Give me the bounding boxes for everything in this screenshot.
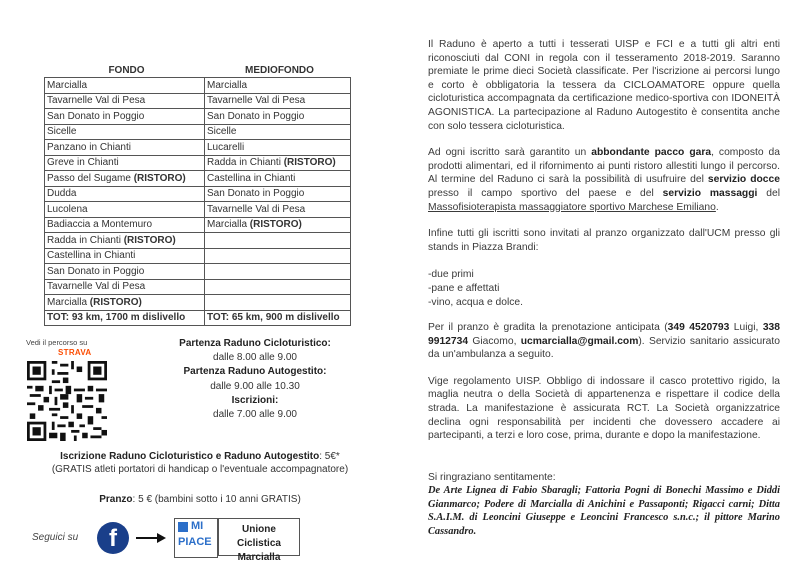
text-part: , composto da prodotti alimentari, ed il rifornimento ai punti ristoro allestiti lungo il percorso. Al termine del Raduno ci sarà la possibilità di usufruire del	[428, 147, 780, 186]
text-part: presso il campo sportivo del paese e del	[428, 187, 663, 199]
fondo-cell	[45, 155, 205, 171]
table-row	[45, 78, 351, 94]
routes-table	[44, 63, 351, 326]
table-row	[45, 155, 351, 171]
massaggiatore-link[interactable]: Massofisioterapista massaggiatore sportivo Marchese Emiliano	[428, 201, 716, 213]
fondo-cell	[45, 295, 205, 311]
mediofondo-cell	[205, 295, 351, 311]
fondo-cell	[45, 264, 205, 280]
mediofondo-cell	[205, 155, 351, 171]
fondo-cell	[45, 140, 205, 156]
prenotazione-paragraph	[428, 321, 780, 362]
strava-logo: STRAVA	[58, 348, 92, 357]
pacco-gara-paragraph	[428, 146, 780, 214]
like-badge[interactable]	[174, 518, 218, 558]
ucm-line1: Unione Ciclistica	[237, 524, 281, 549]
mediofondo-cell	[205, 264, 351, 280]
place-name: Dudda	[47, 188, 77, 200]
pranzo-text: : 5 € (bambini sotto i 10 anni GRATIS)	[132, 494, 301, 505]
mediofondo-cell	[205, 186, 351, 202]
text-part: del	[757, 187, 780, 199]
partenza-cicloturistico: Partenza Raduno Cicloturistico:	[179, 338, 331, 349]
pranzo-title: Pranzo	[99, 494, 133, 505]
ristoro-label: (RISTORO)	[123, 234, 176, 246]
mediofondo-cell	[205, 217, 351, 233]
fondo-cell	[45, 93, 205, 109]
table-row	[45, 124, 351, 140]
place-name: Castellina in Chianti	[207, 172, 296, 184]
fondo-cell	[45, 217, 205, 233]
mediofondo-cell	[205, 202, 351, 218]
facebook-icon[interactable]: f	[97, 522, 129, 554]
place-name: San Donato in Poggio	[47, 110, 145, 122]
ristoro-label: (RISTORO)	[249, 219, 302, 231]
mediofondo-cell	[205, 124, 351, 140]
ristoro-label: (RISTORO)	[283, 157, 336, 169]
table-row	[45, 93, 351, 109]
fondo-cell	[45, 78, 205, 94]
text-part: Per il pranzo è gradita la prenotazione anticipata (	[428, 322, 668, 334]
place-name: San Donato in Poggio	[47, 265, 145, 277]
table-total-row	[45, 310, 351, 326]
place-name: Radda in Chianti	[47, 234, 124, 246]
pranzo-info	[20, 494, 380, 505]
place-name: Sicelle	[47, 126, 77, 138]
qr-code-icon[interactable]	[27, 361, 107, 441]
place-name: Greve in Chianti	[47, 157, 119, 169]
like-mi: MI	[191, 520, 204, 532]
menu-item: -vino, acqua e dolce.	[428, 296, 524, 308]
place-name: Tavarnelle Val di Pesa	[207, 203, 306, 215]
ristoro-label: (RISTORO)	[89, 296, 142, 308]
regolamento-paragraph: Vige regolamento UISP. Obbligo di indossare il casco protettivo rigido, la maglia neutra o della Società di appartenenza e rispettare il codice della strada. La manifestazione è assicurata RCT. La Società organizzatrice declina ogni responsabilità per incidenti che dovessero accadere ai partecipanti, a terzi e loro cose, prima, durante e dopo la manifestazione.	[428, 375, 780, 442]
text-bold: servizio massaggi	[662, 187, 758, 199]
like-piace: PIACE	[178, 536, 212, 548]
rules-paragraph: Il Raduno è aperto a tutti i tesserati UISP e FCI e a tutti gli altri enti riconosciuti dal CONI in regola con il tesseramento 2018-2019. Saranno premiate le prime dieci Società classificate. Per l'iscrizione ai percorsi lungo e corto è obbligatoria la tessera da CICLOAMATORE oppure quella cicloturistica accompagnata da certificazione medico-sportiva con IDONEITÀ AGONISTICA. La partecipazione al Raduno Autogestito è consentita anche con solo tessera cicloturistica.	[428, 39, 780, 132]
mediofondo-cell	[205, 93, 351, 109]
table-row	[45, 248, 351, 264]
place-name: Lucolena	[47, 203, 88, 215]
place-name: Passo del Sugame	[47, 172, 134, 184]
email-link[interactable]: ucmarcialla@gmail.com	[520, 335, 639, 347]
header-fondo: FONDO	[108, 64, 145, 76]
place-name: Marcialla	[207, 79, 248, 91]
thanks-title: Si ringraziano sentitamente:	[428, 471, 556, 483]
fondo-cell	[45, 248, 205, 264]
arrow-right-icon	[135, 531, 167, 545]
table-row	[45, 295, 351, 311]
mediofondo-cell	[205, 78, 351, 94]
fondo-cell	[45, 279, 205, 295]
place-name: Sicelle	[207, 126, 237, 138]
table-row	[45, 202, 351, 218]
ucm-box	[218, 518, 300, 563]
fondo-cell	[45, 202, 205, 218]
text-part: Giacomo,	[468, 335, 521, 347]
ristoro-label: (RISTORO)	[133, 172, 186, 184]
total-fondo: TOT: 93 km, 1700 m dislivello	[45, 310, 205, 326]
total-mediofondo: TOT: 65 km, 900 m dislivello	[205, 310, 351, 326]
place-name: Lucarelli	[207, 141, 245, 153]
ucm-line2: Marcialla	[237, 552, 281, 563]
orario-cicloturistico: dalle 8.00 alle 9.00	[213, 352, 297, 364]
orario-iscrizioni: dalle 7.00 alle 9.00	[213, 409, 297, 421]
strava-label: Vedi il percorso su	[26, 338, 88, 347]
phone-giacomo: 338 9912734	[428, 322, 780, 347]
partenza-autogestito: Partenza Raduno Autogestito:	[183, 366, 327, 378]
place-name: Marcialla	[47, 296, 90, 308]
phone-luigi: 349 4520793	[667, 322, 730, 334]
routes-body	[45, 78, 351, 311]
menu-item: -pane e affettati	[428, 282, 500, 294]
place-name: Badiaccia a Montemuro	[47, 219, 153, 231]
seguici-label: Seguici su	[32, 532, 79, 543]
place-name: Tavarnelle Val di Pesa	[47, 281, 146, 293]
place-name: San Donato in Poggio	[207, 110, 305, 122]
place-name: Marcialla	[47, 79, 88, 91]
iscrizione-info	[20, 450, 380, 476]
menu-item: -due primi	[428, 269, 474, 281]
table-row	[45, 217, 351, 233]
mediofondo-cell	[205, 109, 351, 125]
fondo-cell	[45, 233, 205, 249]
fondo-cell	[45, 186, 205, 202]
table-row	[45, 264, 351, 280]
text-part: .	[715, 201, 719, 213]
text-part: ). Servizio sanitario assicurato da un'ambulanza a seguito.	[428, 335, 780, 361]
thanks-text: De Arte Lignea di Fabio Sbaragli; Fattoria Pogni di Bonechi Massimo e Diddi Gianmarco; Podere di Marcialla di Anichini e Passaponti; Rigacci carni; Ditta S.A.I.M. di Leoncini Giuseppe e Leoncini Francesco s.n.c.; il pittore Marino Cassandro.	[428, 485, 780, 537]
iscrizione-note: (GRATIS atleti portatori di handicap o l'eventuale accompagnatore)	[51, 464, 349, 475]
mediofondo-cell	[205, 171, 351, 187]
fondo-cell	[45, 171, 205, 187]
place-name: Tavarnelle Val di Pesa	[207, 95, 306, 107]
iscrizione-price: : 5€*	[319, 451, 340, 462]
text-bold: servizio docce	[707, 174, 780, 186]
table-row	[45, 171, 351, 187]
text-part: Ad ogni iscritto sarà garantito un	[428, 147, 592, 159]
mediofondo-cell	[205, 233, 351, 249]
table-row	[45, 279, 351, 295]
header-mediofondo: MEDIOFONDO	[245, 64, 314, 76]
iscrizioni-heading: Iscrizioni:	[231, 394, 279, 406]
place-name: San Donato in Poggio	[207, 188, 305, 200]
mediofondo-cell	[205, 140, 351, 156]
place-name: Tavarnelle Val di Pesa	[47, 95, 146, 107]
place-name: Radda in Chianti	[207, 157, 284, 169]
orario-autogestito: dalle 9.00 alle 10.30	[210, 380, 300, 392]
place-name: Panzano in Chianti	[47, 141, 131, 153]
text-bold: abbondante pacco gara	[591, 147, 712, 159]
table-row	[45, 109, 351, 125]
mediofondo-cell	[205, 248, 351, 264]
table-row	[45, 140, 351, 156]
menu-list	[428, 268, 780, 309]
mediofondo-cell	[205, 279, 351, 295]
text-part: Luigi,	[729, 322, 763, 334]
thumbs-up-icon	[178, 522, 188, 532]
fondo-cell	[45, 124, 205, 140]
table-row	[45, 233, 351, 249]
start-info	[130, 337, 380, 422]
right-panel	[428, 38, 780, 538]
fondo-cell	[45, 109, 205, 125]
pranzo-paragraph: Infine tutti gli iscritti sono invitati al pranzo organizzato dall'UCM presso gli stands in Piazza Brandi:	[428, 228, 780, 253]
place-name: Castellina in Chianti	[47, 250, 136, 262]
place-name: Marcialla	[207, 219, 250, 231]
iscrizione-title: Iscrizione Raduno Cicloturistico e Raduno Autogestito	[60, 451, 320, 462]
table-row	[45, 186, 351, 202]
